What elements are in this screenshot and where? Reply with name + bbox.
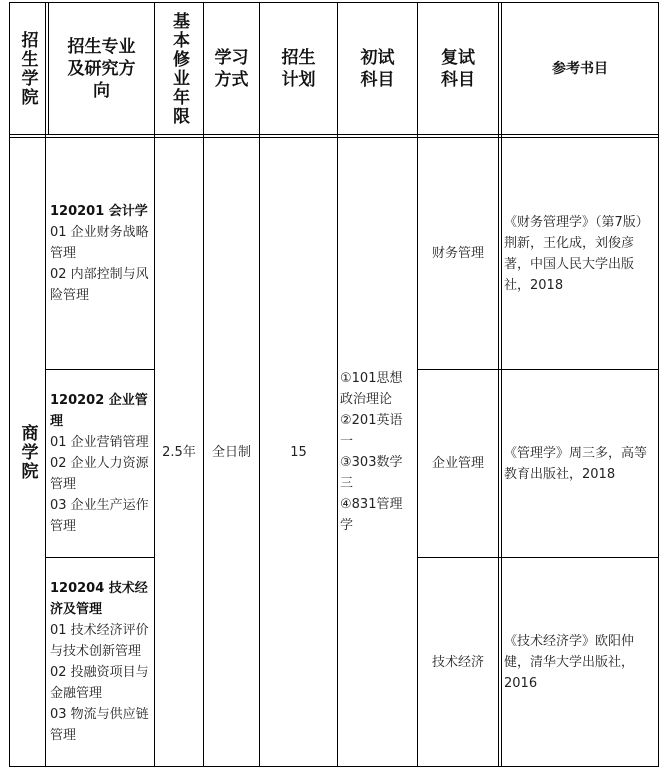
school-name: 商学院 (17, 423, 38, 481)
major-cell-2 (46, 370, 154, 557)
direction-item: 02 内部控制与风险管理 (50, 267, 149, 303)
direction-item: 01 企业财务战略管理 (50, 225, 149, 261)
major-title: 120201 会计学 (50, 204, 148, 219)
direction-item: 02 企业人力资源管理 (50, 456, 149, 492)
major-cell-3 (46, 558, 154, 766)
header-first-exam: 初试科目 (360, 47, 395, 90)
retest-cell-1: 财务管理 (431, 246, 484, 261)
header-divider (9, 134, 659, 135)
exam-item: ①101思想政治理论 (340, 371, 403, 407)
header-plan: 招生计划 (281, 47, 316, 90)
major-title: 120204 技术经济及管理 (50, 581, 148, 617)
book-cell-2: 《管理学》周三多，高等教育出版社，2018 (504, 445, 648, 482)
major-cell-1 (46, 138, 154, 369)
direction-item: 01 企业营销管理 (50, 435, 149, 450)
header-school: 招生学院 (17, 30, 38, 107)
exam-item: ③303数学三 (340, 455, 403, 491)
years-value: 2.5年 (162, 444, 196, 460)
book-cell-1: 《财务管理学》（第7版）荆新，王化成，刘俊彦著，中国人民大学出版社，2018 (504, 214, 649, 293)
header-mode: 学习方式 (214, 47, 249, 90)
direction-item: 02 投融资项目与金融管理 (50, 665, 149, 701)
exam-item: ④831管理学 (340, 497, 403, 533)
direction-item: 03 企业生产运作管理 (50, 498, 149, 534)
plan-value: 15 (290, 444, 307, 460)
header-years: 基本修业年限 (169, 11, 189, 126)
retest-cell-2: 企业管理 (431, 456, 484, 471)
header-major: 招生专业及研究方向 (67, 36, 136, 101)
major-title: 120202 企业管理 (50, 393, 148, 429)
book-cell-3: 《技术经济学》欧阳仲健，清华大学出版社，2016 (504, 633, 635, 691)
direction-item: 01 技术经济评价与技术创新管理 (50, 623, 149, 659)
retest-cell-3: 技术经济 (431, 654, 484, 670)
col-divider-7 (498, 2, 499, 767)
first-exam-value (338, 138, 417, 766)
header-books: 参考书目 (552, 60, 608, 77)
mode-value: 全日制 (211, 444, 251, 460)
header-retest: 复试科目 (441, 47, 475, 90)
exam-item: ②201英语一 (340, 413, 403, 449)
border-right (658, 2, 659, 767)
border-bottom (9, 766, 659, 767)
direction-item: 03 物流与供应链管理 (50, 707, 149, 743)
